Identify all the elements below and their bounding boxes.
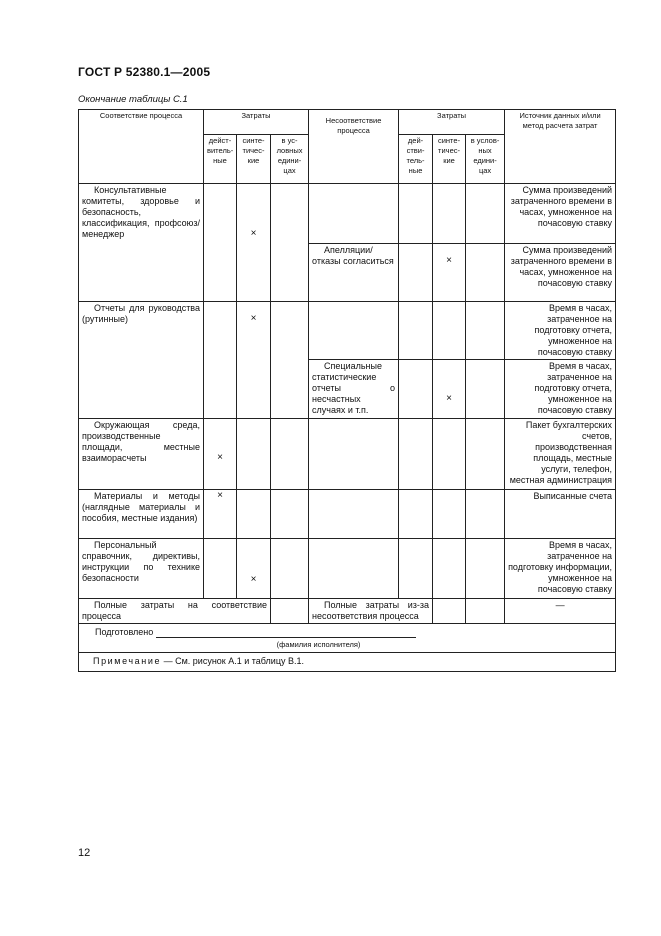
cell-empty [399, 302, 433, 360]
cell-empty [433, 599, 466, 624]
total-source: — [505, 599, 616, 624]
table-row [79, 419, 616, 490]
cell-empty [433, 302, 466, 360]
row-appeals-source: Сумма произведений затраченного времени в часах, умноженное на почасовую ставку [505, 244, 616, 302]
header-synthetic: синте-тичес-кие [237, 135, 271, 184]
header-row-1 [79, 110, 616, 135]
header-conformance: Соответствие процесса [79, 110, 204, 184]
page-number: 12 [78, 847, 91, 859]
cell-empty [433, 539, 466, 599]
cell-empty [237, 419, 271, 490]
row-reports-label: Отчеты для руководства (рутинные) [79, 302, 204, 419]
prepared-hint: (фамилия исполнителя) [276, 639, 361, 649]
header-source: Источник данных и/или метод расчета затрат [505, 110, 616, 184]
cross-mark: × [237, 302, 271, 419]
cell-empty [237, 490, 271, 539]
cell-empty [433, 490, 466, 539]
cell-empty [399, 490, 433, 539]
note-prefix: Примечание [93, 656, 162, 666]
cross-mark: × [204, 419, 237, 490]
note-text: — См. рисунок А.1 и таблицу В.1. [161, 656, 304, 666]
row-personal-label: Персональный справочник, директивы, инструкции по технике безопасности [79, 539, 204, 599]
cell-empty [466, 184, 505, 244]
cell-empty [271, 490, 309, 539]
cell-empty [271, 599, 309, 624]
row-materials-label: Материалы и методы (наглядные материалы и пособия, местные издания) [79, 490, 204, 539]
cross-mark: × [237, 184, 271, 302]
header-synthetic-2: синте-тичес-кие [433, 135, 466, 184]
cell-empty [399, 539, 433, 599]
cell-empty [399, 360, 433, 419]
cell-empty [466, 490, 505, 539]
cell-empty [204, 539, 237, 599]
row-appeals-label: Апелляции/отказы согласиться [309, 244, 399, 302]
document-code: ГОСТ Р 52380.1—2005 [78, 65, 211, 79]
row-personal-source: Время в часах, затраченное на подготовку информации, умноженное на почасовую ставку [505, 539, 616, 599]
header-nonconformance: Несоответствие процесса [309, 110, 399, 184]
cell-empty [271, 302, 309, 419]
row-special-reports-label: Специальные статистические отчеты о несчастных случаях и т.п. [309, 360, 399, 419]
cell-empty [309, 539, 399, 599]
row-environment-source: Пакет бухгалтерских счетов, производственная площадь, местные услуги, телефон, местная администрация [505, 419, 616, 490]
cell-empty [433, 184, 466, 244]
row-committees-source: Сумма произведений затраченного времени в часах, умноженное на почасовую ставку [505, 184, 616, 244]
cell-empty [271, 419, 309, 490]
cell-empty [309, 184, 399, 244]
row-environment-label: Окружающая среда, производственные площади, местные взаиморасчеты [79, 419, 204, 490]
header-units-2: в услов-ных едини-цах [466, 135, 505, 184]
cell-empty [309, 419, 399, 490]
header-actual-2: дей-стви-тель-ные [399, 135, 433, 184]
table-row [79, 184, 616, 244]
header-units: в ус-ловных едини-цах [271, 135, 309, 184]
note-cell [79, 653, 616, 672]
cell-empty [204, 302, 237, 419]
cell-empty [271, 539, 309, 599]
cross-mark: × [237, 539, 271, 599]
prepared-row [79, 624, 616, 653]
cell-empty [466, 360, 505, 419]
cell-empty [433, 419, 466, 490]
table-row [79, 490, 616, 539]
cell-empty [466, 244, 505, 302]
row-special-reports-source: Время в часах, затраченное на подготовку отчета, умноженное на почасовую ставку [505, 360, 616, 419]
cell-empty [399, 184, 433, 244]
total-conformance: Полные затраты на соответствие процесса [79, 599, 271, 624]
header-costs-group: Затраты [204, 110, 309, 135]
total-nonconformance: Полные затраты из-за несоответствия процесса [309, 599, 433, 624]
cross-mark: × [204, 490, 237, 539]
prepared-cell [79, 624, 616, 653]
header-actual: дейст-витель-ные [204, 135, 237, 184]
cell-empty [466, 302, 505, 360]
row-materials-source: Выписанные счета [505, 490, 616, 539]
table-row [79, 302, 616, 360]
totals-row [79, 599, 616, 624]
signature-line [156, 628, 416, 638]
cross-mark: × [433, 244, 466, 302]
cell-empty [466, 539, 505, 599]
row-committees-label: Консультативные комитеты, здоровье и безопасность, классификация, профсоюз/менеджер [79, 184, 204, 302]
cell-empty [204, 184, 237, 302]
prepared-label: Подготовлено [95, 627, 154, 637]
table-caption: Окончание таблицы С.1 [78, 94, 188, 105]
cell-empty [399, 244, 433, 302]
cross-mark: × [433, 360, 466, 419]
cell-empty [399, 419, 433, 490]
cell-empty [466, 419, 505, 490]
cell-empty [271, 184, 309, 302]
cell-empty [309, 490, 399, 539]
cost-table [78, 109, 616, 672]
header-costs-group-2: Затраты [399, 110, 505, 135]
note-row [79, 653, 616, 672]
cell-empty [466, 599, 505, 624]
table-row [79, 539, 616, 599]
cell-empty [309, 302, 399, 360]
row-reports-source: Время в часах, затраченное на подготовку отчета, умноженное на почасовую ставку [505, 302, 616, 360]
